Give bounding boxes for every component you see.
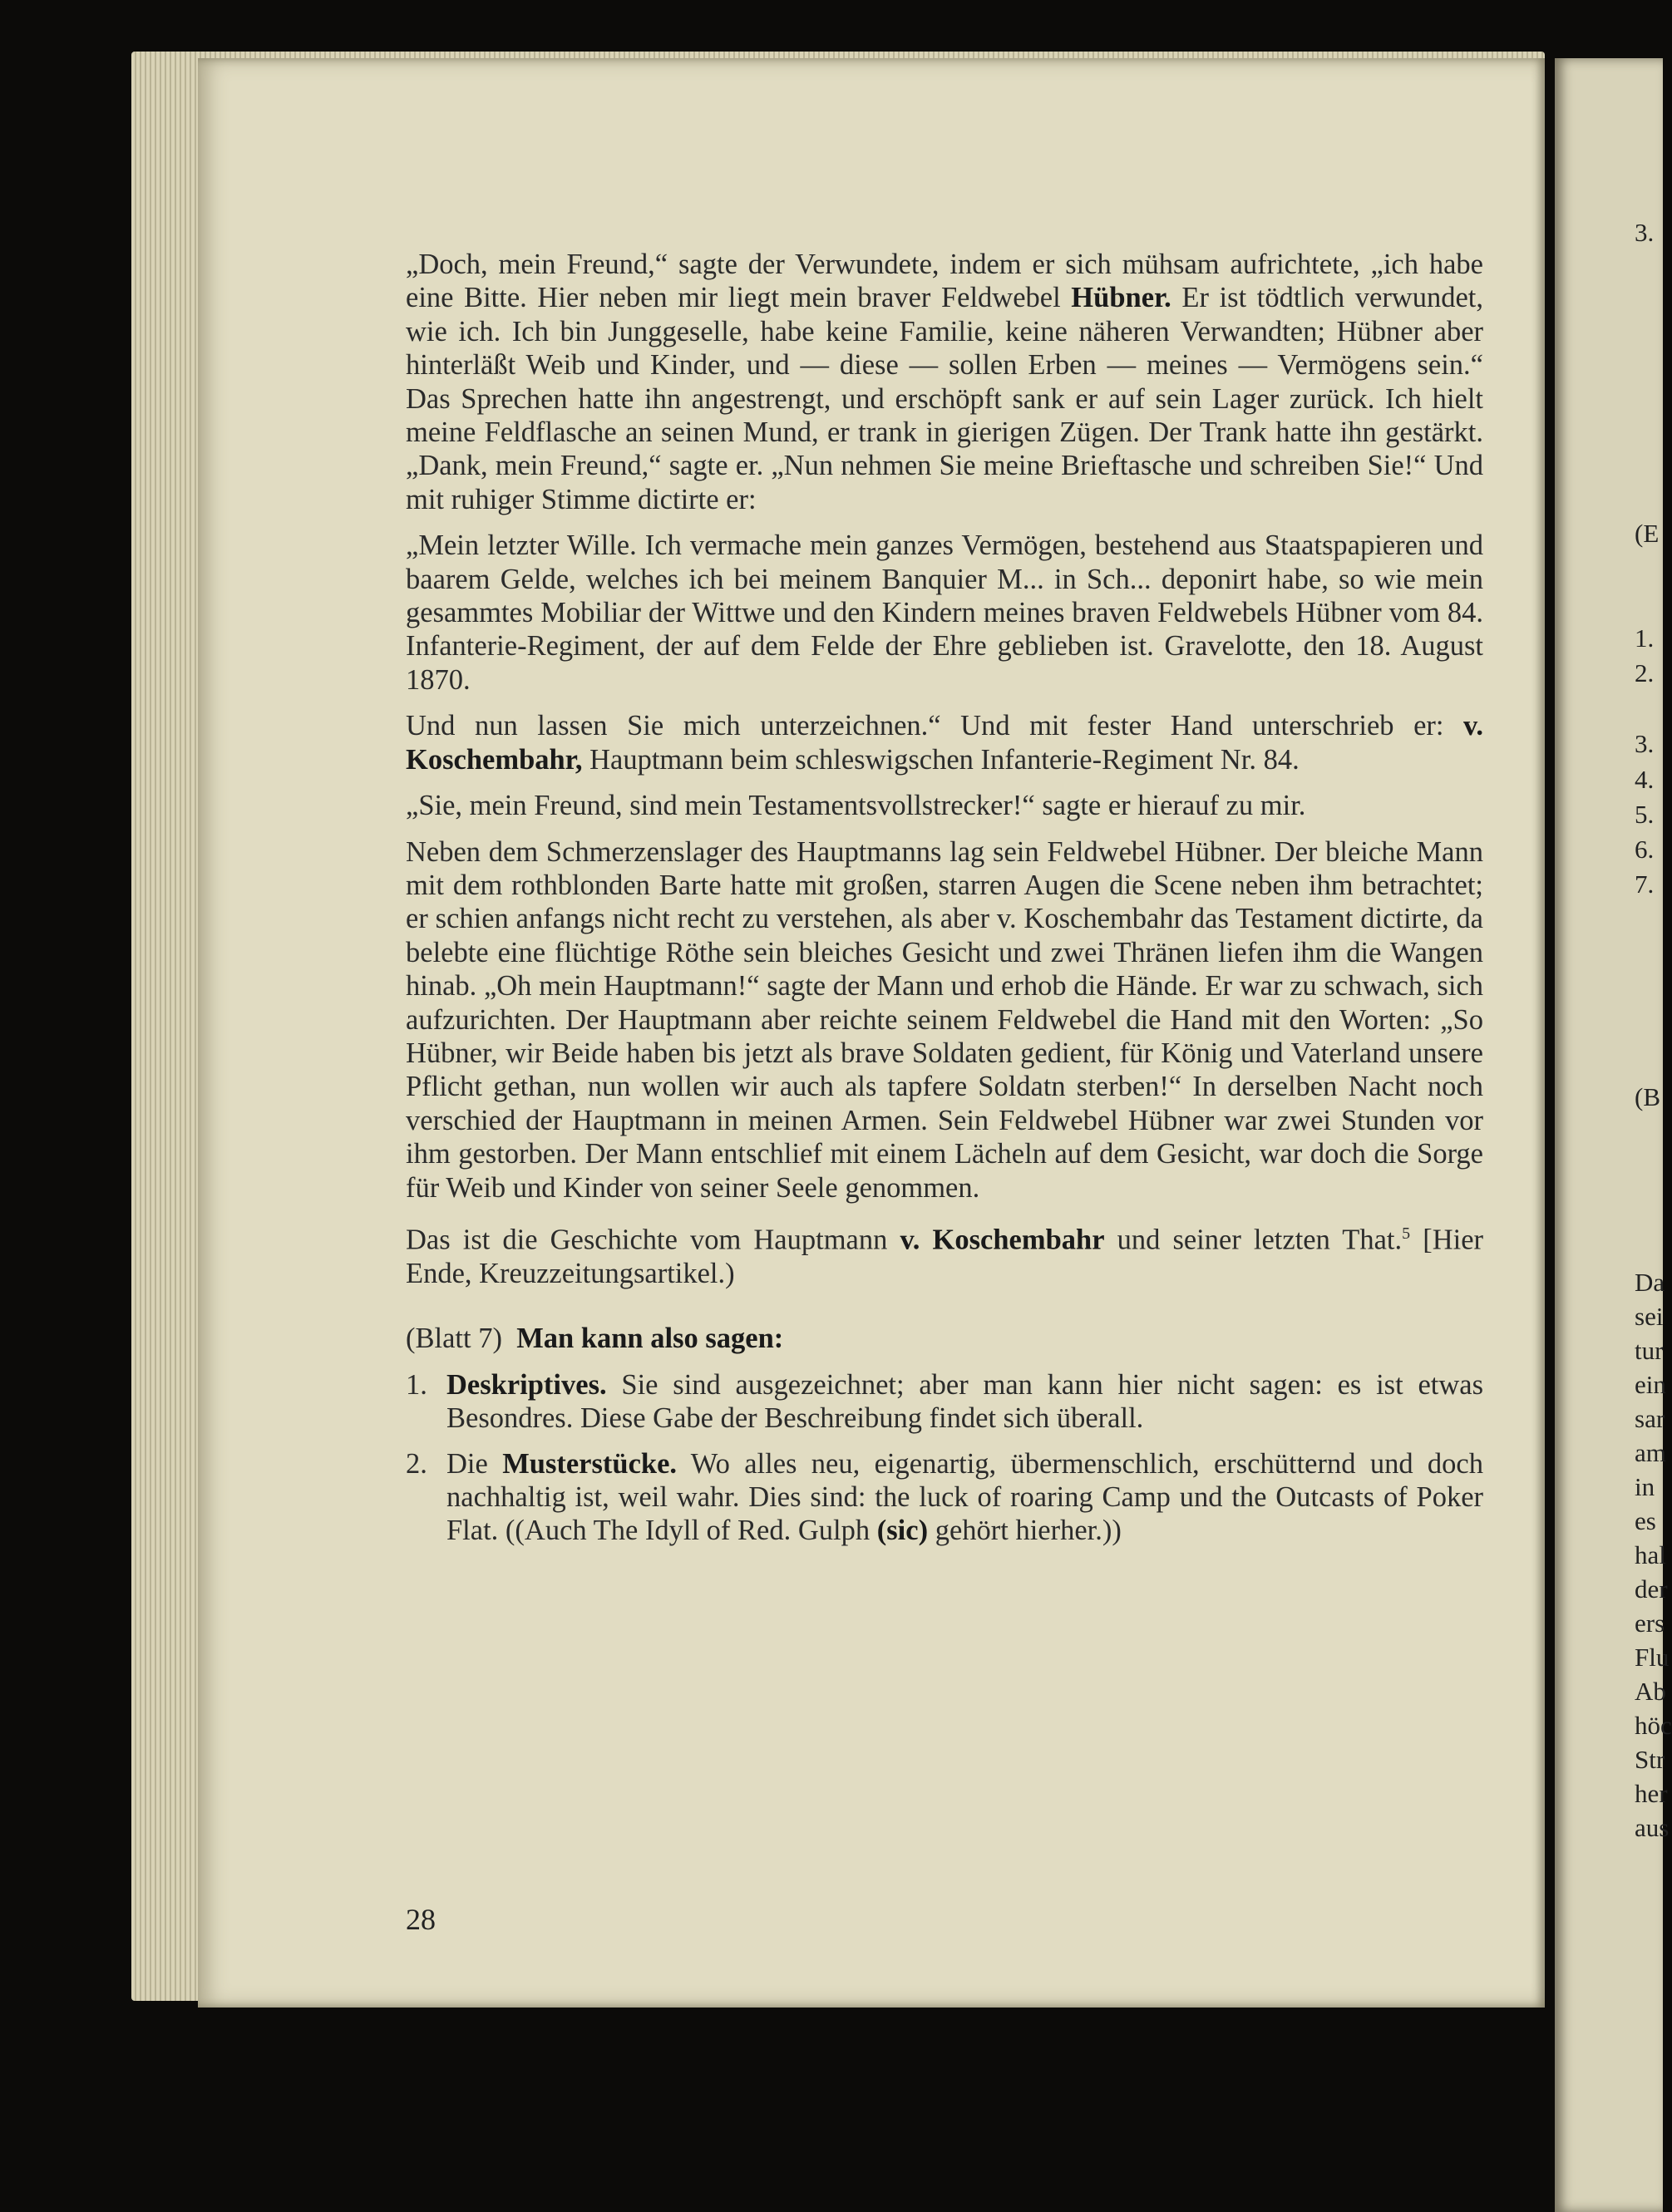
footnote-marker: 5 [1402, 1224, 1411, 1243]
right-page-fragment [1555, 58, 1672, 2212]
list-item-title: Deskriptives. [446, 1368, 607, 1401]
right-page-word: Str [1635, 1745, 1665, 1774]
list-item-text: Wo alles neu, eigenartig, übermenschlich, erschütternd und doch nachhaltig ist, weil wahr. Dies sind: the luck of roaring Camp und the Outcasts of Poker Flat. ((Auch The Idyll of Red. Gulph [446, 1447, 1483, 1547]
bold-signature-name: v. Koschembahr, [406, 710, 1484, 776]
list-item-body [446, 1447, 1483, 1548]
section-heading [406, 1322, 1483, 1355]
paragraph-text: Und nun lassen Sie mich unterzeichnen.“ Und mit fester Hand unterschrieb er: [406, 710, 1444, 742]
section-title: Man kann also sagen: [516, 1323, 784, 1355]
right-page-number: 4. [1635, 765, 1655, 794]
list-item [406, 1368, 1483, 1436]
paragraph-text: „Doch, mein Freund,“ sagte der Verwundete, indem er sich mühsam aufrichtete, „ich habe eine Bitte. Hier neben mir liegt mein braver Feldwebel [406, 249, 1483, 314]
right-page-text: (B [1635, 1082, 1660, 1111]
right-page-word: der [1635, 1574, 1668, 1604]
paragraph-text: Hauptmann beim schleswigschen Infanterie-Regiment Nr. 84. [589, 743, 1300, 776]
paragraph-testament: „Mein letzter Wille. Ich vermache mein ganzes Vermögen, bestehend aus Staatspapieren und baarem Gelde, welches ich bei meinem Banquier M... in Sch... deponirt habe, so wie mein gesammtes Mobiliar der Wittwe und den Kindern meines braven Feldwebels Hübner vom 84. Infanterie-Regiment, der auf dem Felde der Ehre geblieben ist. Gravelotte, den 18. August 1870. [406, 530, 1483, 696]
paragraph-text: und seiner letzten That. [1117, 1224, 1403, 1256]
page-body-text [406, 248, 1483, 1559]
right-page-text: 3. [1635, 218, 1655, 247]
section-prefix: (Blatt 7) [406, 1323, 502, 1355]
right-page-number: 6. [1635, 835, 1655, 864]
list-item-text: Die [446, 1447, 488, 1480]
right-page-number: 7. [1635, 870, 1655, 899]
right-page-word: tur [1635, 1336, 1664, 1365]
list-item-body [446, 1368, 1483, 1436]
right-page-word: in [1635, 1472, 1655, 1501]
bold-name-koschembahr: v. Koschembahr [900, 1224, 1105, 1256]
right-page-word: ers [1635, 1609, 1665, 1638]
list-item-text: Sie sind ausgezeichnet; aber man kann hier nicht sagen: es ist etwas Besondres. Diese Gabe der Beschreibung findet sich überall. [446, 1368, 1484, 1435]
right-page-word: höc [1635, 1711, 1672, 1740]
paragraph-conclusion [406, 1217, 1483, 1290]
page-number: 28 [406, 1903, 436, 1936]
list-number: 1. [406, 1368, 427, 1401]
right-page-word: Flu [1635, 1643, 1670, 1672]
paragraph-wounded-request [406, 248, 1483, 516]
right-page-text: (E [1635, 519, 1660, 548]
bold-name-huebner: Hübner. [1071, 282, 1171, 314]
right-page-word: ein [1635, 1370, 1666, 1399]
paragraph-signature [406, 709, 1483, 776]
paragraph-feldwebel: Neben dem Schmerzenslager des Hauptmanns lag sein Feldwebel Hübner. Der bleiche Mann mit dem rothblonden Barte hatte mit großen, starren Augen die Scene neben ihm betrachtet; er schien anfangs nicht recht zu verstehen, als aber v. Koschembahr das Testament dictirte, da belebte eine flüchtige Röthe sein bleiches Gesicht und zwei Thränen liefen ihm die Wangen hinab. „Oh mein Hauptmann!“ sagte der Mann und erhob die Hände. Er war zu schwach, sich aufzurichten. Der Hauptmann aber reichte seinem Feldwebel die Hand mit den Worten: „So Hübner, wir Beide haben bis jetzt als brave Soldaten gedient, für König und Vaterland unsere Pflicht gethan, nun wollen wir auch als tapfere Soldatn sterben!“ In derselben Nacht noch verschied der Hauptmann in meinen Armen. Sein Feldwebel Hübner war zwei Stunden vor ihm gestorben. Der Mann entschlief mit einem Lächeln auf dem Gesicht, war doch die Sorge für Weib und Kinder von seiner Seele genommen. [406, 835, 1483, 1204]
list-number: 2. [406, 1447, 427, 1480]
right-page-word: her [1635, 1779, 1668, 1808]
paragraph-text: [Hier Ende, Kreuzzeitungsartikel.) [406, 1224, 1484, 1289]
right-page-word: aus [1635, 1813, 1670, 1842]
right-page-word: Da [1635, 1268, 1665, 1297]
list-item [406, 1447, 1483, 1548]
paragraph-text: Das ist die Geschichte vom Hauptmann [406, 1224, 888, 1256]
paragraph-text: Er ist tödtlich verwundet, wie ich. Ich bin Junggeselle, habe keine Familie, keine näheren Verwandten; Hübner aber hinterläßt Weib und Kinder, und — diese — sollen Erben — meines — Vermögens sein.“ Das Sprechen hatte ihn angestrengt, und erschöpft sank er auf sein Lager zurück. Ich hielt meine Feldflasche an seinen Mund, er trank in gierigen Zügen. Der Trank hatte ihn gestärkt. „Dank, mein Freund,“ sagte er. „Nun nehmen Sie meine Brieftasche und schreiben Sie!“ Und mit ruhiger Stimme dictirte er: [406, 282, 1483, 515]
right-page-number: 5. [1635, 800, 1655, 829]
right-page-number: 2. [1635, 658, 1655, 687]
sic-note: (sic) [876, 1515, 929, 1547]
list-item-text: gehört hierher.)) [935, 1515, 1122, 1547]
right-page-word: am [1635, 1438, 1666, 1467]
right-page-word: sei [1635, 1302, 1664, 1331]
right-page-number: 1. [1635, 623, 1655, 653]
right-page-word: hal [1635, 1540, 1666, 1569]
right-page-word: es [1635, 1506, 1656, 1535]
paragraph-executor: „Sie, mein Freund, sind mein Testamentsvollstrecker!“ sagte er hierauf zu mir. [406, 790, 1306, 822]
right-page-number: 3. [1635, 729, 1655, 758]
right-page-word: sar [1635, 1404, 1665, 1433]
list-item-title: Musterstücke. [502, 1447, 678, 1480]
right-page-word: Ab [1635, 1677, 1666, 1706]
